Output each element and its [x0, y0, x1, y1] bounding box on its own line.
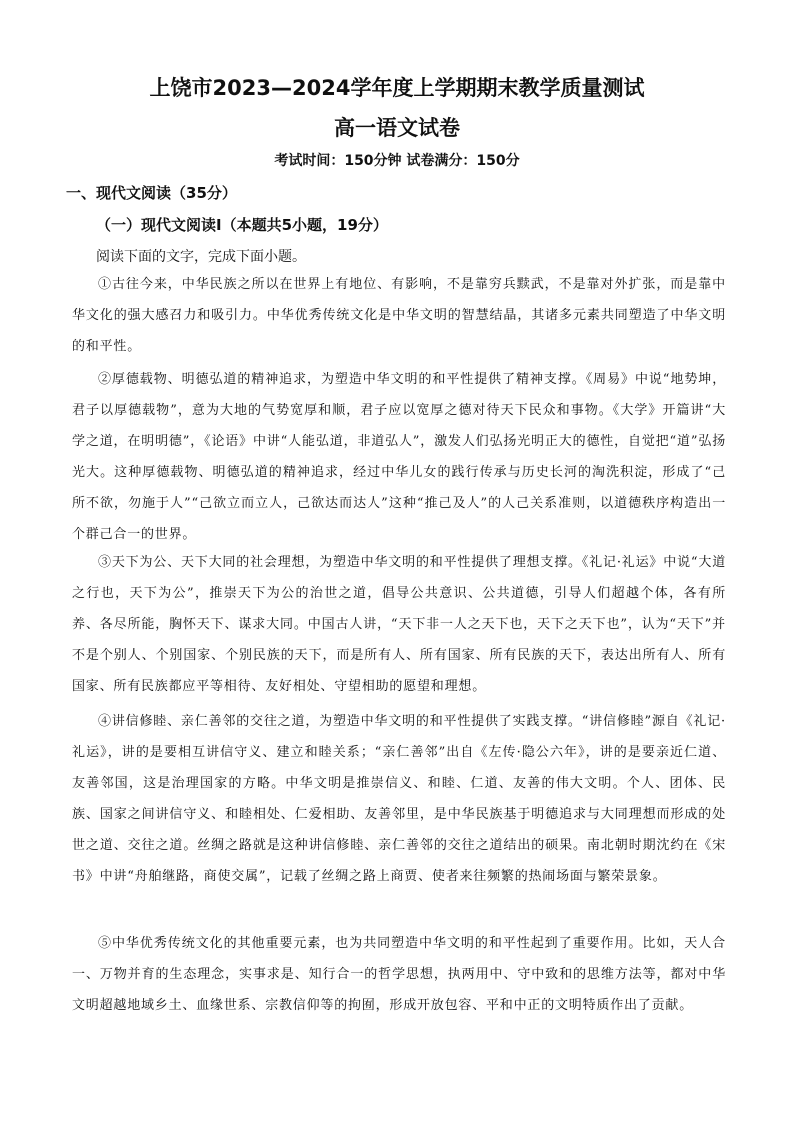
paragraph-3: ③天下为公、天下大同的社会理想，为塑造中华文明的和平性提供了理想支撑。《礼记·礼运》中说“大道之行也，天下为公”，推崇天下为公的治世之道，倡导公共意识、公共道德，引导人们超越个体，各有所养、各尽所能，胸怀天下、谋求大同。中国古人讲，“天下非一人之天下也，天下之天下也”，认为“天下”并不是个别人、个别国家、个别民族的天下，而是所有人、所有国家、所有民族的天下，表达出所有人、所有国家、所有民族都应平等相待、友好相处、守望相助的愿望和理想。 — [72, 555, 726, 694]
paragraph-1: ①古往今来，中华民族之所以在世界上有地位、有影响，不是靠穷兵黩武，不是靠对外扩张，而是靠中华文化的强大感召力和吸引力。中华优秀传统文化是中华文明的智慧结晶，其诸多元素共同塑造了中华文明的和平性。 — [72, 277, 726, 354]
section-subheading: （一）现代文阅读Ⅰ（本题共5小题，19分） — [96, 216, 388, 234]
exam-subtitle: 高一语文试卷 — [334, 116, 460, 140]
paragraph-5: ⑤中华优秀传统文化的其他重要元素，也为共同塑造中华文明的和平性起到了重要作用。比如，天人合一、万物并育的生态理念，实事求是、知行合一的哲学思想，执两用中、守中致和的思维方法等，都对中华文明超越地域乡土、血缘世系、宗教信仰等的拘囿，形成开放包容、平和中正的文明特质作出了贡献。 — [72, 936, 726, 1013]
paragraph-2: ②厚德载物、明德弘道的精神追求，为塑造中华文明的和平性提供了精神支撑。《周易》中说“地势坤，君子以厚德载物”，意为大地的气势宽厚和顺，君子应以宽厚之德对待天下民众和事物。《大学》开篇讲“大学之道，在明明德”，《论语》中讲“人能弘道，非道弘人”，激发人们弘扬光明正大的德性，自觉把“道”弘扬光大。这种厚德载物、明德弘道的精神追求，经过中华儿女的践行传承与历史长河的淘洗积淀，形成了“己所不欲，勿施于人”“己欲立而立人，己欲达而达人”这种“推己及人”的人己关系准则，以道德秩序构造出一个群己合一的世界。 — [72, 372, 726, 542]
exam-info: 考试时间：150分钟 试卷满分：150分 — [274, 153, 520, 169]
reading-instruction: 阅读下面的文字，完成下面小题。 — [96, 249, 306, 265]
exam-title: 上饶市2023—2024学年度上学期期末教学质量测试 — [149, 76, 645, 100]
paragraph-4: ④讲信修睦、亲仁善邻的交往之道，为塑造中华文明的和平性提供了实践支撑。“讲信修睦”源自《礼记·礼运》，讲的是要相互讲信守义、建立和睦关系；“亲仁善邻”出自《左传·隐公六年》，讲的是要亲近仁道、友善邻国，这是治理国家的方略。中华文明是推崇信义、和睦、仁道、友善的伟大文明。个人、团体、民族、国家之间讲信守义、和睦相处、仁爱相助、友善邻里，是中华民族基于明德追求与大同理想而形成的处世之道、交往之道。丝绸之路就是这种讲信修睦、亲仁善邻的交往之道结出的硕果。南北朝时期沈约在《宋书》中讲“舟舶继路，商使交属”，记载了丝绸之路上商贾、使者来往频繁的热闹场面与繁荣景象。 — [72, 714, 726, 884]
section-heading: 一、现代文阅读（35分） — [66, 184, 237, 202]
